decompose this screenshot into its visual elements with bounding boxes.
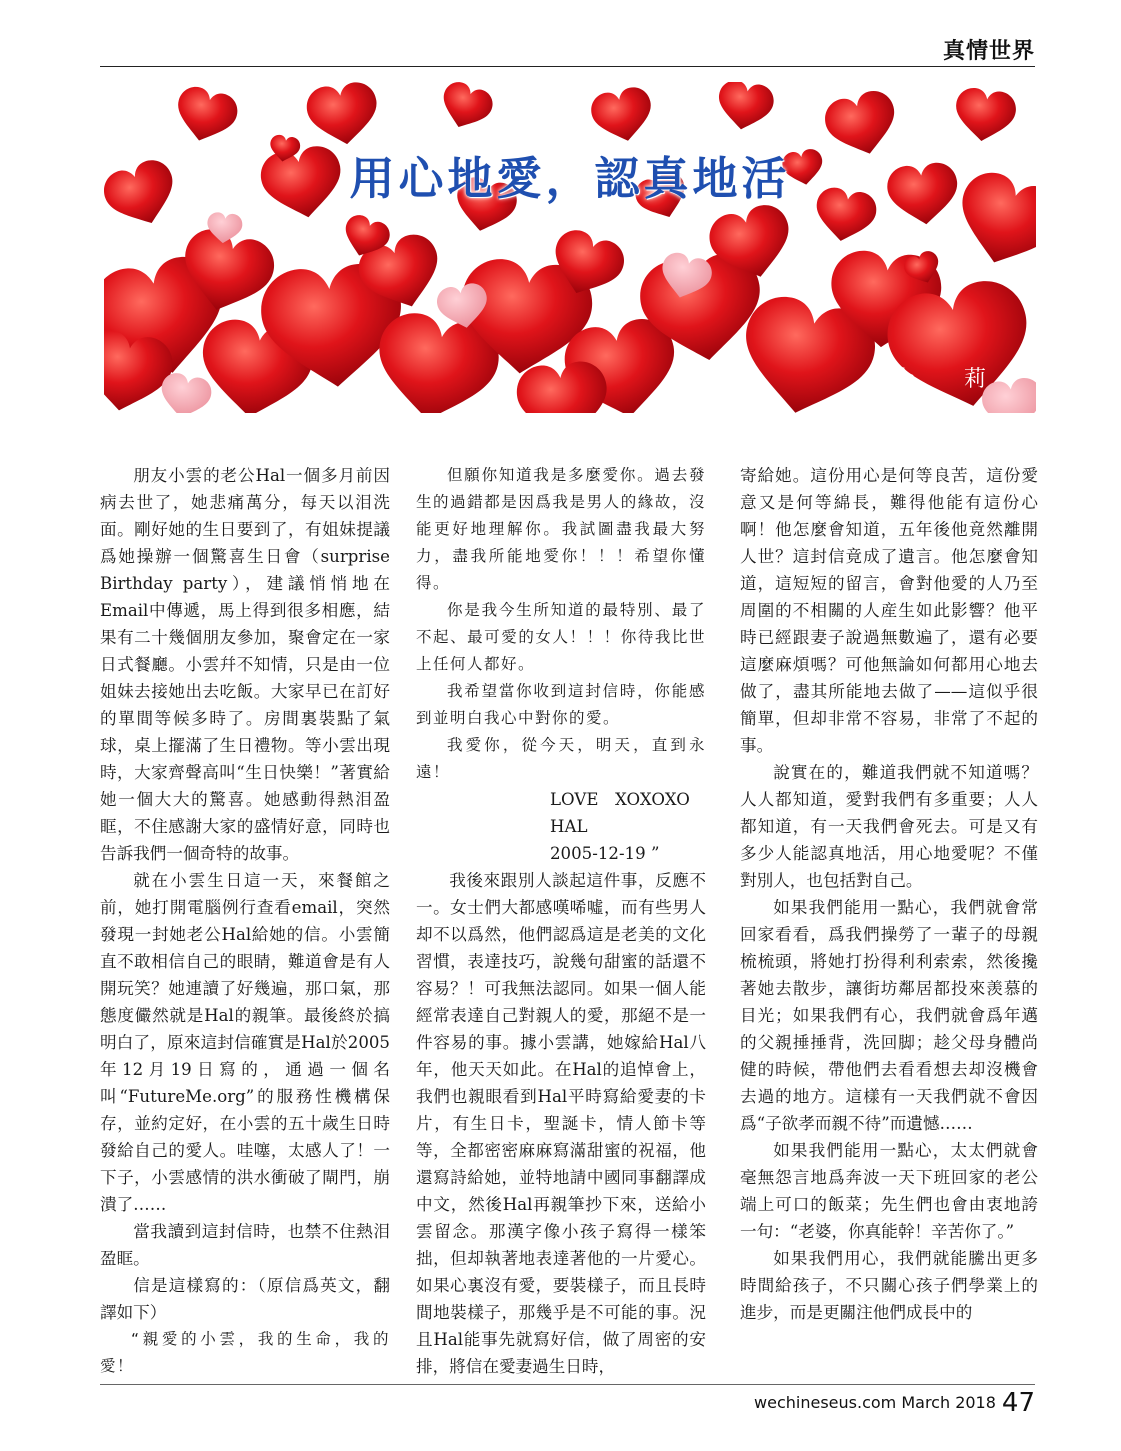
paragraph: 信是這樣寫的：（原信爲英文，翻譯如下） xyxy=(100,1276,390,1322)
article-column-3 xyxy=(740,462,1038,1326)
paragraph: 如果我們能用一點心，我們就會常回家看看，爲我們操勞了一輩子的母親梳梳頭，將她打扮得利利索索，然後攙著她去散步，讓街坊鄰居都投來羡慕的目光；如果我們有心，我們就會爲年邁的父親捶捶背，洗回脚；趁父母身體尚健的時候，帶他們去看看想去却沒機會去過的地方。這樣有一天我們就不會因爲“子欲孝而親不待”而遺憾…… xyxy=(740,898,1038,1133)
paragraph: 朋友小雲的老公Hal一個多月前因病去世了，她悲痛萬分，每天以泪洗面。剛好她的生日要到了，有姐妹提議爲她操辦一個驚喜生日會（surprise Birthday party），建議悄悄地在Email中傳遞，馬上得到很多相應，結果有二十幾個朋友參加，聚會定在一家日式餐廳。小雲幷不知情，只是由一位姐妹去接她出去吃飯。大家早已在訂好的單間等候多時了。房間裏裝點了氣球，桌上擺滿了生日禮物。等小雲出現時，大家齊聲高叫“生日快樂！”著實給她一個大大的驚喜。她感動得熱泪盈眶，不住感謝大家的盛情好意，同時也告訴我們一個奇特的故事。 xyxy=(100,466,390,863)
letter-signature-date: 2005-12-19 ” xyxy=(550,844,660,863)
article-column-2 xyxy=(416,462,706,1380)
paragraph: 就在小雲生日這一天，來餐館之前，她打開電腦例行查看email，突然發現一封她老公Hal給她的信。小雲簡直不敢相信自己的眼睛，難道會是有人開玩笑？她連讀了好幾遍，那口氣，那態度儼然就是Hal的親筆。最後終於搞明白了，原來這封信確實是Hal於2005年12月19日寫的，通過一個名叫“FutureMe.org”的服務性機構保存，並約定好，在小雲的五十歲生日時發給自己的愛人。哇噻，太感人了！一下子，小雲感情的洪水衝破了閘門，崩潰了…… xyxy=(100,871,390,1214)
paragraph: 如果我們能用一點心，太太們就會毫無怨言地爲奔波一天下班回家的老公端上可口的飯菜；先生們也會由衷地誇一句：“老婆，你真能幹！辛苦你了。” xyxy=(740,1141,1038,1241)
article-column-1 xyxy=(100,462,390,1380)
page-footer xyxy=(754,1388,1035,1418)
letter-paragraph: “親愛的小雲，我的生命，我的愛！ xyxy=(100,1330,390,1375)
letter-paragraph: 我愛你，從今天，明天，直到永遠！ xyxy=(416,736,706,781)
letter-signature-name: HAL xyxy=(550,817,588,836)
letter-paragraph: 你是我今生所知道的最特別、最了不起、最可愛的女人！！！你待我比世上任何人都好。 xyxy=(416,601,706,673)
heart-shape xyxy=(304,82,382,149)
heart-shape xyxy=(435,82,497,136)
letter-signature-love: LOVE XOXOXO xyxy=(550,790,690,809)
footer-site-date: wechineseus.com March 2018 xyxy=(754,1393,996,1412)
top-rule xyxy=(100,66,1035,67)
paragraph: 寄給她。這份用心是何等良苦，這份愛意又是何等綿長，難得他能有這份心啊！他怎麼會知道，五年後他竟然離開人世？這封信竟成了遺言。他怎麼會知道，這短短的留言，會對他愛的人乃至周圍的不相關的人産生如此影響？他平時已經跟妻子說過無數遍了，還有必要這麼麻煩嗎？可他無論如何都用心地去做了，盡其所能地去做了——這似乎很簡單，但却非常不容易，非常了不起的事。 xyxy=(740,466,1038,755)
heart-shape xyxy=(170,83,241,148)
heart-shape xyxy=(952,86,1019,145)
letter-paragraph: 我希望當你收到這封信時，你能感到並明白我心中對你的愛。 xyxy=(416,682,706,727)
page-number: 47 xyxy=(1001,1388,1035,1418)
article-author: 仝 莉 xyxy=(891,367,1000,392)
heart-shape xyxy=(714,82,776,134)
bottom-rule xyxy=(100,1384,1035,1385)
paragraph: 我後來跟別人談起這件事，反應不一。女士們大都感嘆唏噓，而有些男人却不以爲然，他們認爲這是老美的文化習慣，表達技巧，說幾句甜蜜的話還不容易？！可我無法認同。如果一個人能經常表達自己對親人的愛，那絕不是一件容易的事。據小雲講，她嫁給Hal八年，他天天如此。在Hal的追悼會上，我們也親眼看到Hal平時寫給愛妻的卡片，有生日卡，聖誕卡，情人節卡等等，全都密密麻麻寫滿甜蜜的祝福，他還寫詩給她，並特地請中國同事翻譯成中文，然後Hal再親筆抄下來，送給小雲留念。那漢字像小孩子寫得一樣笨拙，但却執著地表達著他的一片愛心。如果心裏沒有愛，要裝樣子，而且長時間地裝樣子，那幾乎是不可能的事。況且Hal能事先就寫好信，做了周密的安排，將信在愛妻過生日時， xyxy=(416,871,706,1376)
hero-banner xyxy=(104,82,1036,413)
section-label: 真情世界 xyxy=(942,39,1035,64)
paragraph: 當我讀到這封信時，也禁不住熱泪盈眶。 xyxy=(100,1222,390,1268)
heart-shape xyxy=(588,84,657,147)
paragraph: 說實在的，難道我們就不知道嗎？人人都知道，愛對我們有多重要；人人都知道，有一天我們會死去。可是又有多少人能認真地活，用心地愛呢？不僅對別人，也包括對自己。 xyxy=(740,763,1038,890)
article-title: 用心地愛，認真地活 xyxy=(349,152,791,205)
paragraph: 如果我們用心，我們就能騰出更多時間給孩子，不只關心孩子們學業上的進步，而是更關注他們成長中的 xyxy=(740,1249,1038,1322)
letter-paragraph: 但願你知道我是多麼愛你。過去發生的過錯都是因爲我是男人的緣故，沒能更好地理解你。我試圖盡我最大努力，盡我所能地愛你！！！希望你懂得。 xyxy=(416,466,706,592)
